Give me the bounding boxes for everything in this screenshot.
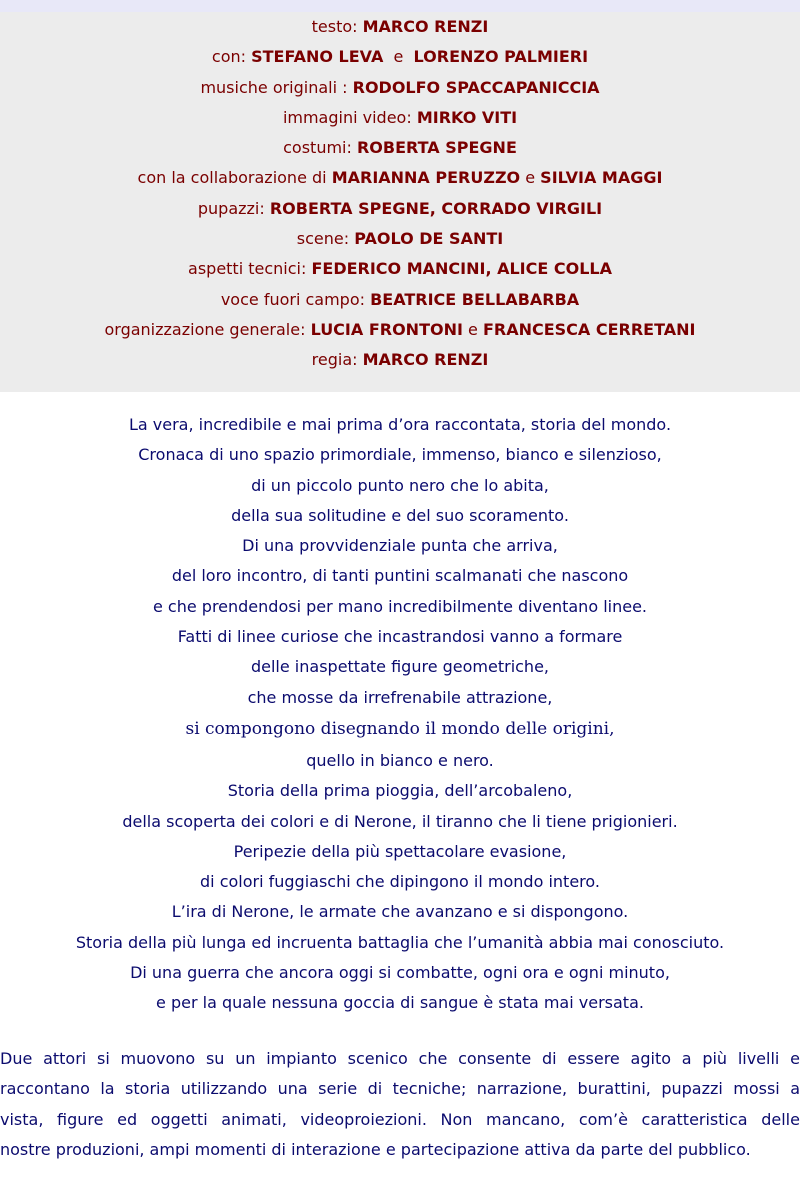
paragraph-word: di (541, 1049, 557, 1068)
description-paragraph (0, 1044, 800, 1165)
paragraph-word: livelli (737, 1049, 780, 1068)
paragraph-word: figure (57, 1109, 104, 1129)
synopsis-line: Fatti di linee curiose che incastrandosi vanno a formare (177, 627, 623, 647)
credit-label: con la collaborazione di (137, 168, 332, 188)
credit-separator: e (383, 47, 414, 67)
credit-line (0, 42, 800, 72)
credit-names: PAOLO DE SANTI (354, 229, 504, 249)
credit-names: ROBERTA SPEGNE (356, 138, 517, 158)
synopsis-line: Di una provvidenziale punta che arriva, (242, 536, 558, 556)
synopsis-line: Storia della più lunga ed incruenta battaglia che l’umanità abbia mai conosciuto. (75, 932, 725, 952)
paragraph-word: caratteristica (641, 1109, 748, 1129)
credit-line (0, 315, 800, 345)
credit-line (0, 224, 800, 254)
paragraph-word: che (418, 1049, 448, 1068)
synopsis-line: della scoperta dei colori e di Nerone, il tiranno che li tiene prigionieri. (122, 811, 678, 831)
credit-label: voce fuori campo: (220, 289, 371, 309)
paragraph-word: ed (117, 1109, 138, 1129)
credit-names: RODOLFO SPACCAPANICCIA (352, 77, 600, 97)
paragraph-line: nostre produzioni, ampi momenti di interazione e partecipazione attiva da parte del pubblico. (0, 1139, 751, 1159)
synopsis (0, 410, 800, 1019)
paragraph-word: delle (761, 1109, 800, 1129)
paragraph-word: tecniche; (392, 1079, 467, 1099)
credit-line (0, 345, 800, 375)
credit-names: MARIANNA PERUZZO (331, 168, 521, 188)
credit-names: FEDERICO MANCINI, ALICE COLLA (311, 259, 612, 279)
credit-line (0, 163, 800, 193)
credit-names: BEATRICE BELLABARBA (370, 289, 580, 309)
paragraph-word: com’è (578, 1109, 628, 1129)
credit-line (0, 285, 800, 315)
credit-label: con: (211, 47, 252, 67)
credit-names: MIRKO VITI (416, 107, 518, 127)
paragraph-line (0, 1105, 800, 1135)
synopsis-line: quello in bianco e nero. (306, 750, 494, 770)
paragraph-word: a (681, 1049, 692, 1068)
credit-line (0, 194, 800, 224)
credit-line (0, 133, 800, 163)
paragraph-word: utilizzando (180, 1079, 268, 1099)
credit-names: SILVIA MAGGI (540, 168, 663, 188)
paragraph-word: storia (125, 1079, 171, 1099)
synopsis-line: del loro incontro, di tanti puntini scalmanati che nascono (171, 566, 629, 586)
paragraph-word: oggetti (150, 1109, 208, 1129)
paragraph-word: raccontano (0, 1079, 90, 1099)
credit-label: pupazzi: (197, 198, 270, 218)
synopsis-line: Peripezie della più spettacolare evasione, (233, 841, 567, 861)
credit-line (0, 73, 800, 103)
paragraph-word: più (702, 1049, 728, 1068)
synopsis-line: si compongono disegnando il mondo delle origini, (185, 718, 615, 739)
paragraph-word: essere (567, 1049, 620, 1068)
credit-names: LUCIA FRONTONI (310, 319, 463, 339)
synopsis-line: di colori fuggiaschi che dipingono il mondo intero. (200, 872, 600, 892)
synopsis-line: della sua solitudine e del suo scoramento. (231, 505, 569, 525)
paragraph-word: una (277, 1079, 308, 1099)
credit-separator: e (462, 319, 483, 339)
synopsis-line: di un piccolo punto nero che lo abita, (251, 475, 549, 495)
synopsis-line: L’ira di Nerone, le armate che avanzano e si dispongono. (171, 902, 629, 922)
paragraph-word: agito (630, 1049, 671, 1068)
synopsis-line: e per la quale nessuna goccia di sangue è stata mai versata. (156, 993, 644, 1013)
paragraph-word: mancano, (486, 1109, 566, 1129)
credit-names: ROBERTA SPEGNE, CORRADO VIRGILI (269, 198, 603, 218)
paragraph-word: di (367, 1079, 383, 1099)
paragraph-word: pupazzi (661, 1079, 723, 1099)
synopsis-line: La vera, incredibile e mai prima d’ora raccontata, storia del mondo. (128, 415, 672, 434)
paragraph-word: scenico (347, 1049, 408, 1068)
credit-line (0, 103, 800, 133)
credit-line (0, 254, 800, 284)
paragraph-word: su (205, 1049, 225, 1068)
paragraph-word: narrazione, (476, 1079, 568, 1099)
paragraph-line (0, 1044, 800, 1074)
paragraph-word: Non (440, 1109, 473, 1129)
paragraph-word: la (100, 1079, 115, 1099)
credit-names: STEFANO LEVA (251, 47, 384, 67)
paragraph-word: burattini, (577, 1079, 651, 1099)
credits-section (0, 12, 800, 392)
paragraph-line (0, 1074, 800, 1104)
credit-names: MARCO RENZI (362, 350, 489, 370)
synopsis-line: delle inaspettate figure geometriche, (250, 657, 549, 677)
synopsis-line: Cronaca di uno spazio primordiale, immenso, bianco e silenzioso, (138, 445, 662, 465)
credit-label: regia: (311, 350, 363, 370)
paragraph-word: a (790, 1079, 800, 1099)
credit-label: aspetti tecnici: (188, 259, 312, 279)
credit-names: MARCO RENZI (362, 17, 489, 36)
paragraph-word: videoproiezioni. (300, 1109, 427, 1129)
paragraph-word: Due (0, 1049, 33, 1068)
paragraph-word: muovono (120, 1049, 196, 1068)
paragraph-word: si (96, 1049, 110, 1068)
credit-label: musiche originali : (200, 77, 353, 97)
paragraph-word: animati, (221, 1109, 287, 1129)
credit-label: costumi: (283, 138, 357, 158)
credit-label: organizzazione generale: (104, 319, 311, 339)
synopsis-line: Di una guerra che ancora oggi si combatte, ogni ora e ogni minuto, (130, 963, 670, 983)
synopsis-line: che mosse da irrefrenabile attrazione, (247, 687, 553, 707)
credit-names: FRANCESCA CERRETANI (482, 319, 696, 339)
paragraph-word: impianto (266, 1049, 337, 1068)
paragraph-word: vista, (0, 1109, 44, 1129)
paragraph-word: mossi (733, 1079, 780, 1099)
paragraph-word: serie (318, 1079, 358, 1099)
credit-separator: e (520, 168, 541, 188)
credit-label: immagini video: (282, 107, 417, 127)
synopsis-line: e che prendendosi per mano incredibilmente diventano linee. (152, 596, 647, 616)
credit-names: LORENZO PALMIERI (413, 47, 589, 67)
credit-label: scene: (296, 229, 355, 249)
credit-line (0, 12, 800, 42)
paragraph-word: e (790, 1049, 800, 1068)
paragraph-word: consente (458, 1049, 532, 1068)
credit-label: testo: (311, 17, 363, 36)
paragraph-word: attori (43, 1049, 87, 1068)
synopsis-line: Storia della prima pioggia, dell’arcobaleno, (227, 781, 573, 801)
paragraph-word: un (235, 1049, 256, 1068)
